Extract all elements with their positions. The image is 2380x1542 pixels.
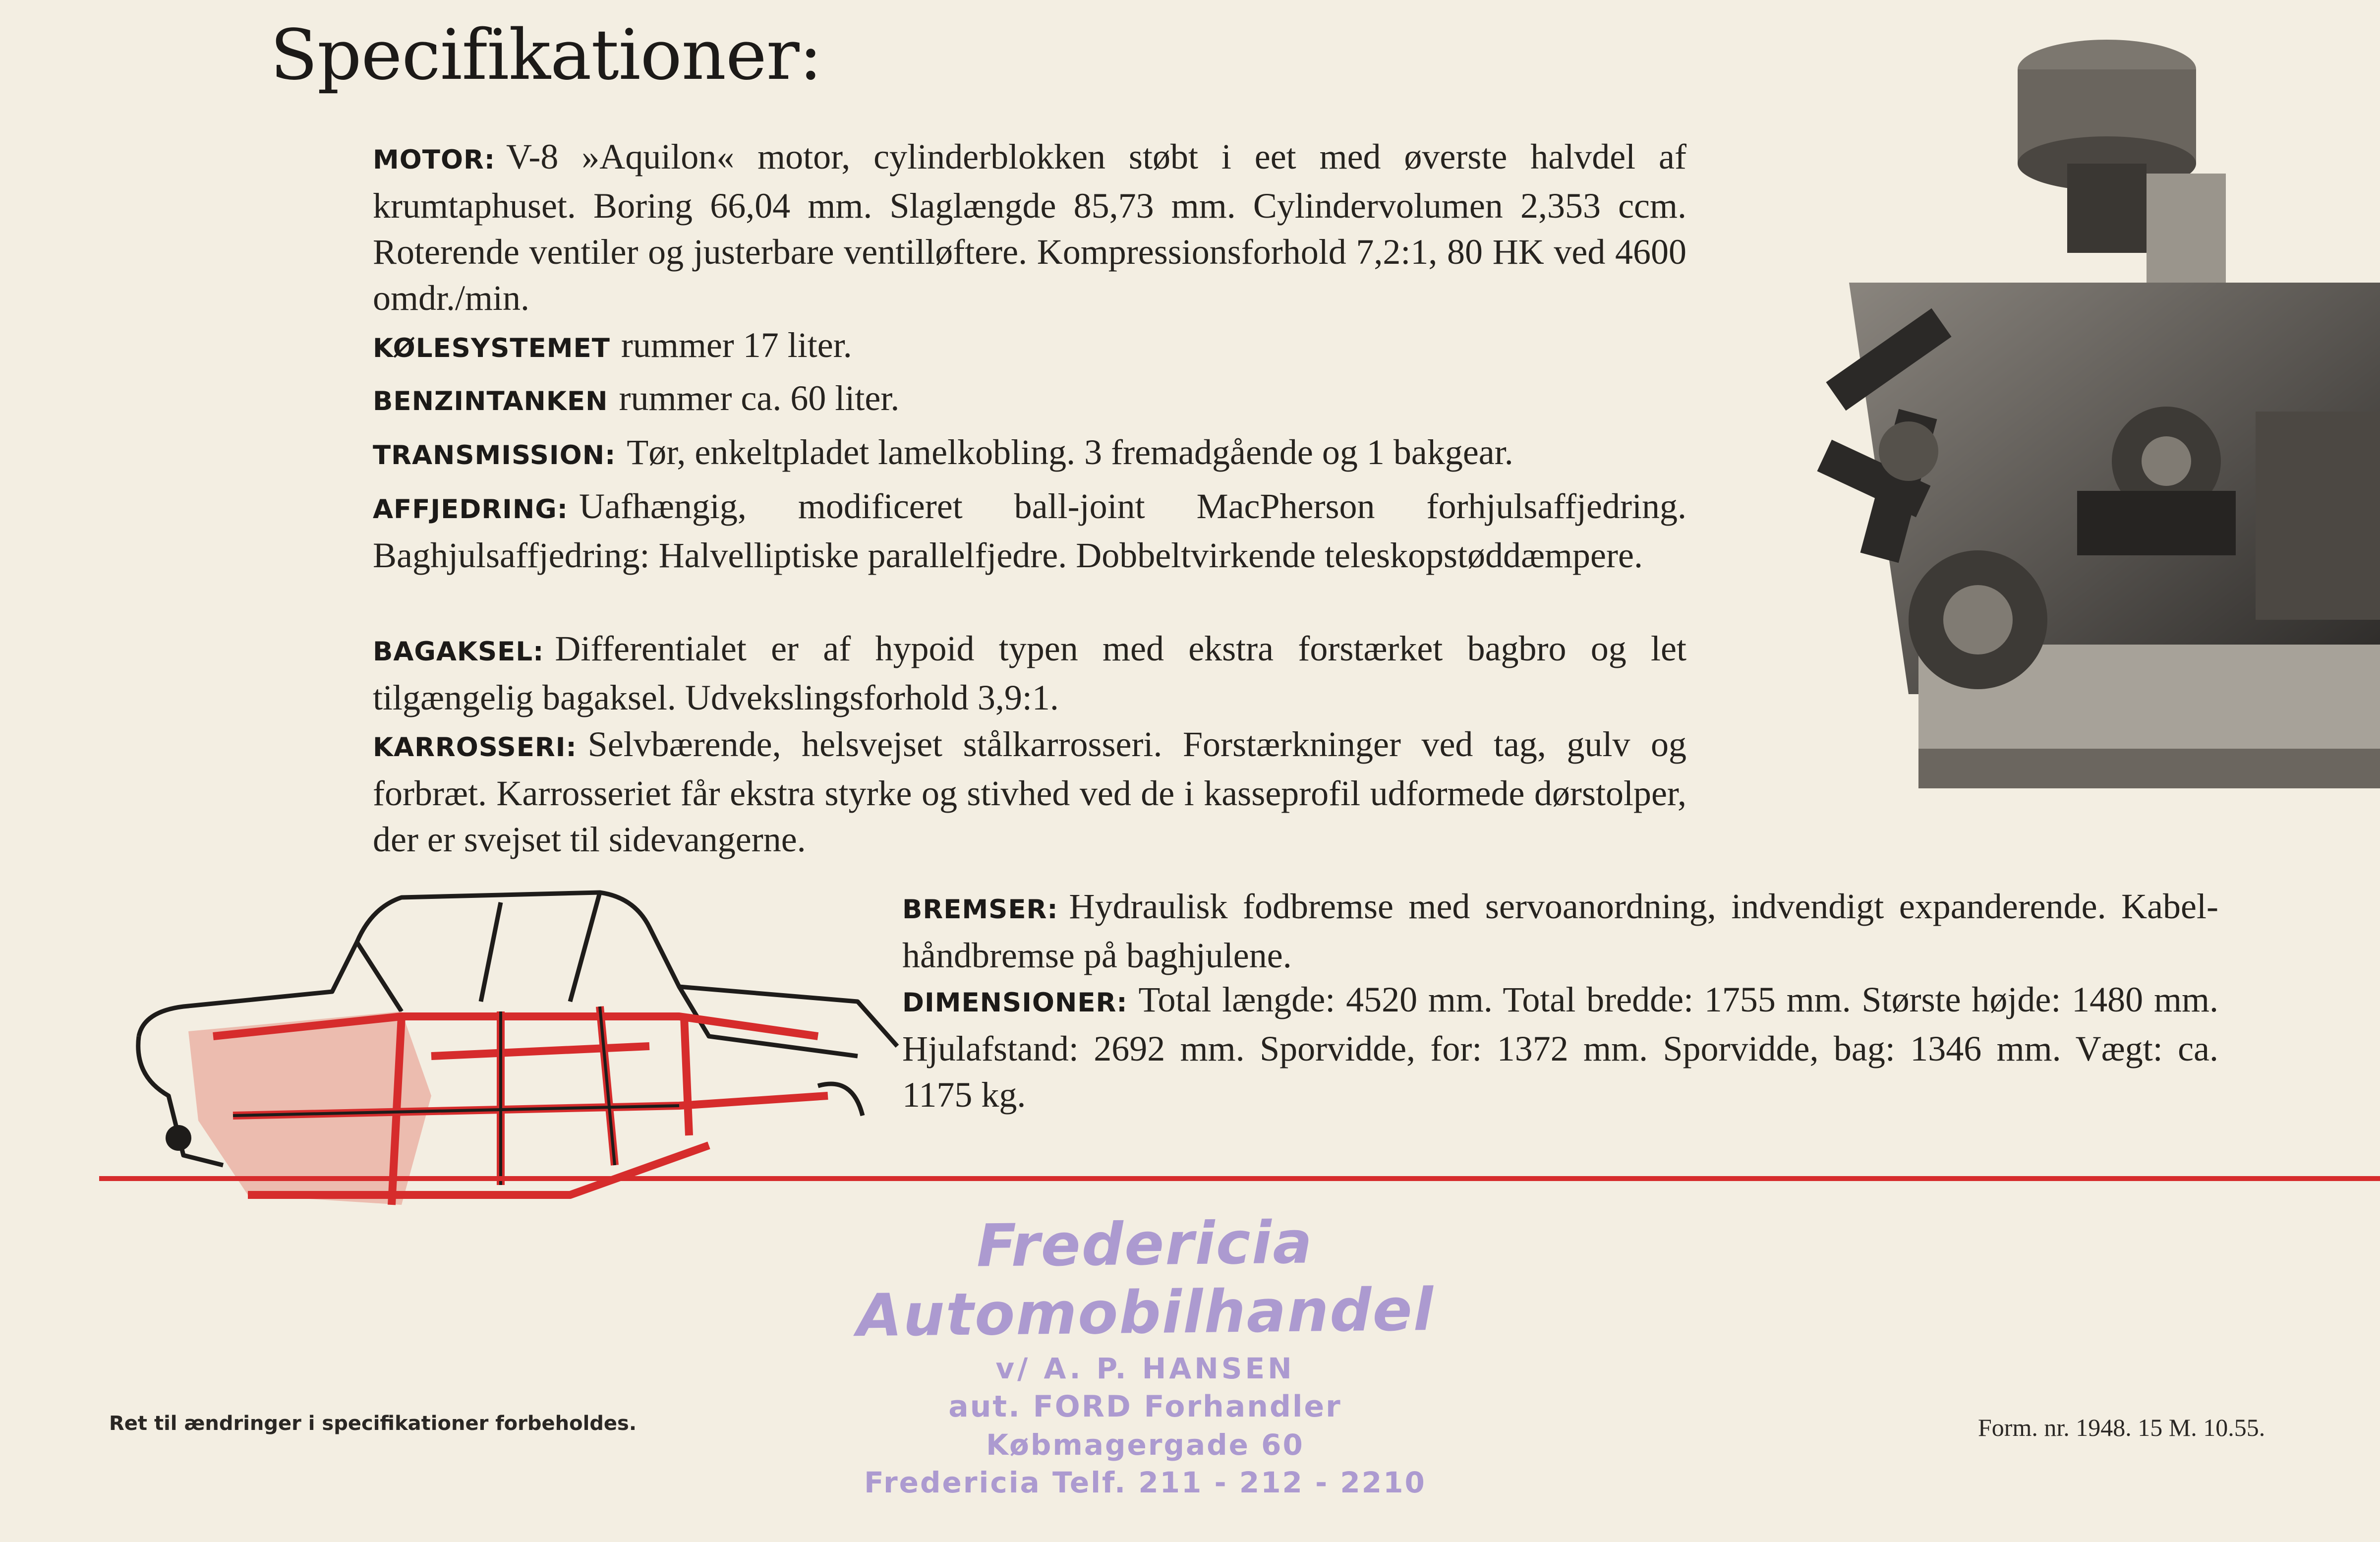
spec-affjedring bbox=[373, 483, 1686, 579]
spec-transmission-label: TRANSMISSION: bbox=[373, 440, 616, 471]
stamp-phone: Fredericia Telf. 211 - 212 - 2210 bbox=[864, 1466, 1426, 1499]
spec-motor bbox=[373, 134, 1686, 321]
spec-bagaksel-text: Differentialet er af hypoid typen med ekstra forstærket bagbro og let tilgængelig bagaksel. Udvekslingsforhold 3,9:1. bbox=[373, 629, 1686, 717]
spec-affjedring-label: AFFJEDRING: bbox=[373, 494, 568, 525]
spec-transmission-text: Tør, enkeltpladet lamelkobling. 3 fremadgående og 1 bakgear. bbox=[627, 432, 1513, 472]
spec-transmission bbox=[373, 429, 1686, 478]
stamp-dealer-name: Fredericia Automobilhandel bbox=[856, 1208, 1435, 1350]
spec-motor-text: V-8 »Aquilon« motor, cylinderblokken støbt i eet med øverste halvdel af krumtaphuset. Boring 66,04 mm. Slaglængde 85,73 mm. Cylindervolumen 2,353 ccm. Roterende ventiler og justerbare ventilløftere. Kompressionsforhold 7,2:1, 80 HK ved 4600 omdr./min. bbox=[373, 137, 1686, 318]
spec-karrosseri bbox=[373, 721, 1686, 863]
spec-koelesystem-label: KØLESYSTEMET bbox=[373, 333, 610, 363]
spec-bremser bbox=[902, 884, 2218, 979]
spec-karrosseri-label: KARROSSERI: bbox=[373, 732, 577, 763]
spec-bremser-label: BREMSER: bbox=[902, 894, 1058, 925]
spec-motor-label: MOTOR: bbox=[373, 145, 496, 175]
spec-bagaksel bbox=[373, 626, 1686, 721]
page-title: Specifikationer: bbox=[270, 15, 822, 96]
disclaimer-text: Ret til ændringer i specifikationer forbeholdes. bbox=[109, 1412, 637, 1435]
spec-koelesystem bbox=[373, 322, 1686, 371]
stamp-ford-dealer: aut. FORD Forhandler bbox=[948, 1389, 1342, 1424]
stamp-address: Købmagergade 60 bbox=[986, 1428, 1304, 1462]
spec-bremser-text: Hydraulisk fodbremse med servoanordning, indvendigt expanderende. Kabel-håndbremse på baghjulene. bbox=[902, 887, 2218, 975]
spec-dimensioner bbox=[902, 977, 2218, 1118]
spec-dimensioner-text: Total længde: 4520 mm. Total bredde: 1755 mm. Største højde: 1480 mm. Hjulafstand: 2692 mm. Sporvidde, for: 1372 mm. Sporvidde, bag: 1346 mm. Vægt: ca. 1175 kg. bbox=[902, 980, 2218, 1115]
spec-dimensioner-label: DIMENSIONER: bbox=[902, 988, 1128, 1018]
spec-karrosseri-text: Selvbærende, helsvejset stålkarrosseri. Forstærkninger ved tag, gulv og forbræt. Karrosseriet får ekstra styrke og stivhed ved de i kasseprofil udformede dørstolper, der er svejset til sidevangerne. bbox=[373, 724, 1686, 859]
spec-koelesystem-text: rummer 17 liter. bbox=[621, 325, 852, 365]
red-divider-line bbox=[99, 1176, 2380, 1181]
spec-benzintank-label: BENZINTANKEN bbox=[373, 386, 608, 416]
stamp-owner: v/ A. P. HANSEN bbox=[995, 1352, 1295, 1385]
spec-benzintank-text: rummer ca. 60 liter. bbox=[619, 378, 900, 418]
form-number: Form. nr. 1948. 15 M. 10.55. bbox=[1978, 1414, 2265, 1441]
engine-illustration bbox=[1760, 25, 2380, 818]
spec-affjedring-text: Uafhængig, modificeret ball-joint MacPherson forhjulsaffjedring. Baghjulsaffjedring: Halvelliptiske parallelfjedre. Dobbeltvirkende teleskopstøddæmpere. bbox=[373, 486, 1686, 575]
spec-benzintank bbox=[373, 375, 1686, 424]
dealer-stamp bbox=[724, 1208, 1567, 1499]
spec-bagaksel-label: BAGAKSEL: bbox=[373, 637, 544, 667]
